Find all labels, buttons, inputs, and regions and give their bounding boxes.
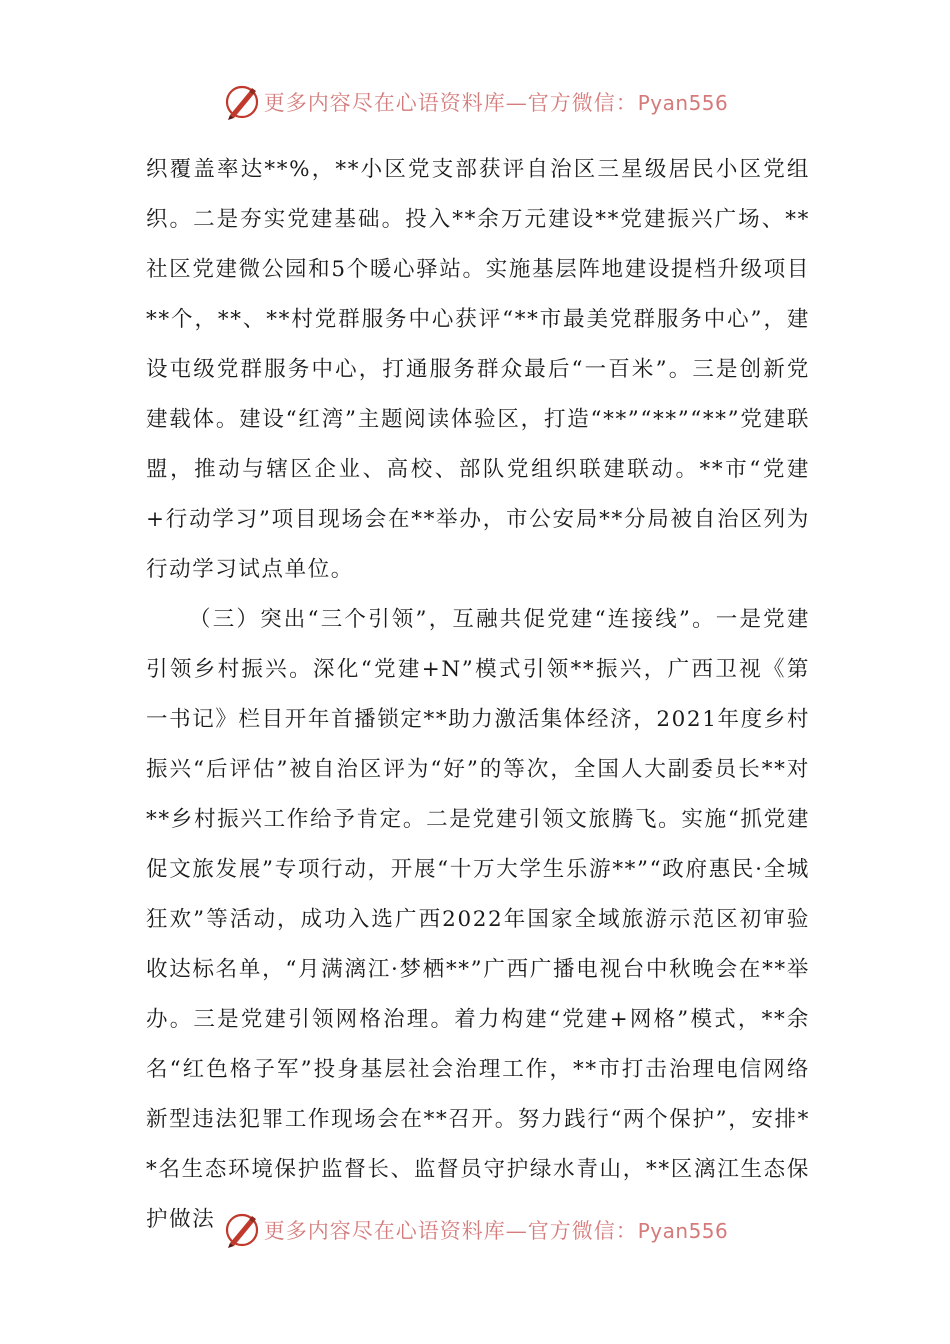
document-body [146, 145, 810, 1245]
header-watermark-banner [0, 80, 950, 124]
paragraph-continued: 织覆盖率达**%，**小区党支部获评自治区三星级居民小区党组织。二是夯实党建基础。投入**余万元建设**党建振兴广场、**社区党建微公园和5个暖心驿站。实施基层阵地建设提档升级项目**个，**、**村党群服务中心获评“**市最美党群服务中心”，建设屯级党群服务中心，打通服务群众最后“一百米”。三是创新党建载体。建设“红湾”主题阅读体验区，打造“**”“**”“**”党建联盟，推动与辖区企业、高校、部队党组织联建联动。**市“党建+行动学习”项目现场会在**举办，市公安局**分局被自治区列为行动学习试点单位。 [146, 157, 810, 582]
pen-logo-icon [222, 82, 262, 122]
paragraph-section-three: （三）突出“三个引领”，互融共促党建“连接线”。一是党建引领乡村振兴。深化“党建+N”模式引领**振兴，广西卫视《第一书记》栏目开年首播锁定**助力激活集体经济，2021年度乡村振兴“后评估”被自治区评为“好”的等次，全国人大副委员长**对**乡村振兴工作给予肯定。二是党建引领文旅腾飞。实施“抓党建促文旅发展”专项行动，开展“十万大学生乐游**”“政府惠民·全城狂欢”等活动，成功入选广西2022年国家全域旅游示范区初审验收达标名单，“月满漓江·梦栖**”广西广播电视台中秋晚会在**举办。三是党建引领网格治理。着力构建“党建+网格”模式，**余名“红色格子军”投身基层社会治理工作，**市打击治理电信网络新型违法犯罪工作现场会在**召开。努力践行“两个保护”，安排**名生态环境保护监督长、监督员守护绿水青山，**区漓江生态保护做法 [146, 607, 810, 1232]
watermark-text [264, 87, 729, 117]
footer-watermark-banner [0, 1208, 950, 1252]
wechat-id: Pyan556 [637, 91, 729, 115]
pen-logo-icon [222, 1210, 262, 1250]
watermark-label: 更多内容尽在心语资料库—官方微信： [263, 1219, 638, 1243]
wechat-id: Pyan556 [637, 1219, 729, 1243]
watermark-label: 更多内容尽在心语资料库—官方微信： [263, 91, 638, 115]
watermark-text [264, 1215, 729, 1245]
